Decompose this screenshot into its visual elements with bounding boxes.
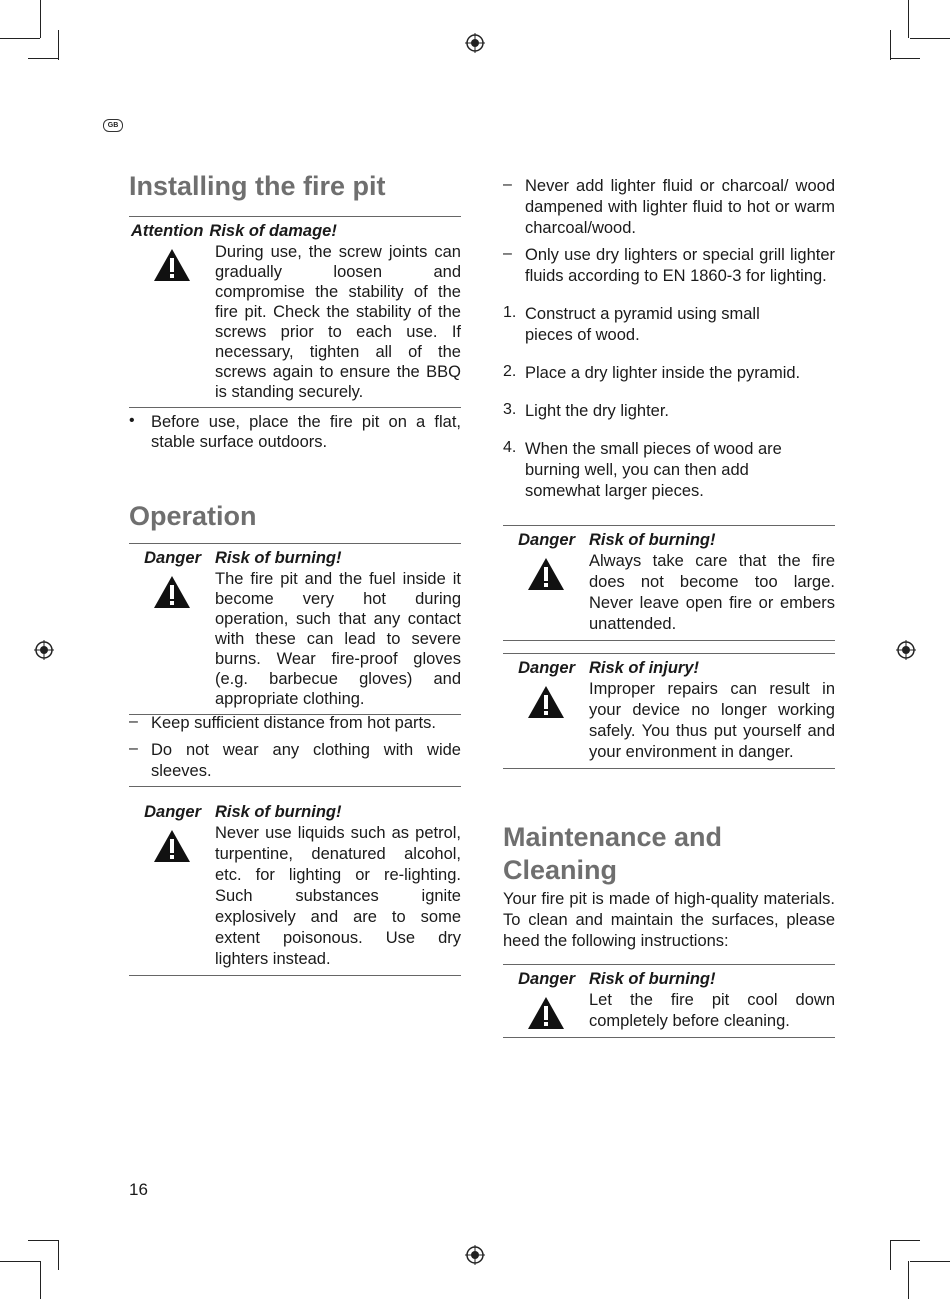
warning-box-damage [129, 216, 461, 408]
risk-label: Risk of burning! [589, 970, 716, 988]
page-number: 16 [129, 1180, 148, 1199]
left-column [129, 170, 461, 976]
signal-word: Danger [144, 549, 201, 567]
warning-text: Let the fire pit cool down completely before cleaning. [589, 991, 835, 1030]
maintenance-intro: Your fire pit is made of high-quality materials. To clean and maintain the surfaces, please heed the following instructions: [503, 890, 835, 950]
warning-text: Never use liquids such as petrol, turpentine, denatured alcohol, etc. for lighting or re-lighting. Such substances ignite explosively and are to some extent poisonous. Use dry lighters instead. [215, 824, 461, 968]
operation-title: Operation [129, 501, 257, 531]
warning-text: The fire pit and the fuel inside it become very hot during operation, such that any contact with these can lead to severe burns. Wear fire-proof gloves (e.g. barbecue gloves) and appropriate clothing. [215, 570, 461, 708]
warning-text: During use, the screw joints can gradually loosen and compromise the stability of the fire pit. Check the stability of the screws prior to each use. If necessary, tighten all of the screws again to ensure the BBQ is standing securely. [215, 243, 461, 401]
list-item: – Only use dry lighters or special grill lighter fluids according to EN 1860-3 for lighting. [503, 245, 835, 285]
step-item: 2. Place a dry lighter inside the pyramid. [503, 363, 801, 382]
step-item: 4. When the small pieces of wood are burning well, you can then add somewhat larger pieces. [503, 439, 782, 500]
warning-triangle-icon [527, 685, 565, 719]
signal-word: Danger [518, 970, 575, 988]
signal-word: Danger [144, 803, 201, 821]
registration-mark-icon [465, 33, 485, 53]
warning-box-burning [129, 543, 461, 715]
warning-box-burning [503, 964, 835, 1038]
installing-title: Installing the fire pit [129, 171, 386, 201]
warning-triangle-icon [153, 829, 191, 863]
maintenance-title: Maintenance and Cleaning [503, 822, 723, 885]
signal-word: Danger [518, 531, 575, 549]
list-item: – Keep sufficient distance from hot parts. [129, 713, 436, 732]
warning-text: Improper repairs can result in your device no longer working safely. You thus put yourself and your environment in danger. [589, 680, 835, 761]
signal-word: Attention [131, 222, 204, 240]
language-badge: GB [103, 119, 123, 132]
risk-label: Risk of damage! [209, 222, 337, 240]
warning-triangle-icon [153, 575, 191, 609]
list-item: – Never add lighter fluid or charcoal/ wood dampened with lighter fluid to hot or warm charcoal/wood. [503, 176, 835, 237]
step-item: 1. Construct a pyramid using small pieces of wood. [503, 304, 760, 344]
warning-box-burning [503, 525, 835, 641]
list-item: – Do not wear any clothing with wide sleeves. [129, 740, 461, 780]
risk-label: Risk of injury! [589, 659, 700, 677]
registration-mark-icon [896, 640, 916, 660]
warning-triangle-icon [527, 557, 565, 591]
warning-text: Always take care that the fire does not become too large. Never leave open fire or embers unattended. [589, 552, 835, 633]
right-column [503, 176, 835, 1038]
registration-mark-icon [465, 1245, 485, 1265]
warning-box-injury [503, 653, 835, 769]
risk-label: Risk of burning! [589, 531, 716, 549]
warning-triangle-icon [527, 996, 565, 1030]
step-item: 3. Light the dry lighter. [503, 401, 670, 420]
registration-mark-icon [34, 640, 54, 660]
warning-box-burning [129, 786, 461, 976]
warning-triangle-icon [153, 248, 191, 282]
risk-label: Risk of burning! [215, 549, 342, 567]
list-item: • Before use, place the fire pit on a flat, stable surface outdoors. [129, 412, 461, 451]
risk-label: Risk of burning! [215, 803, 342, 821]
signal-word: Danger [518, 659, 575, 677]
